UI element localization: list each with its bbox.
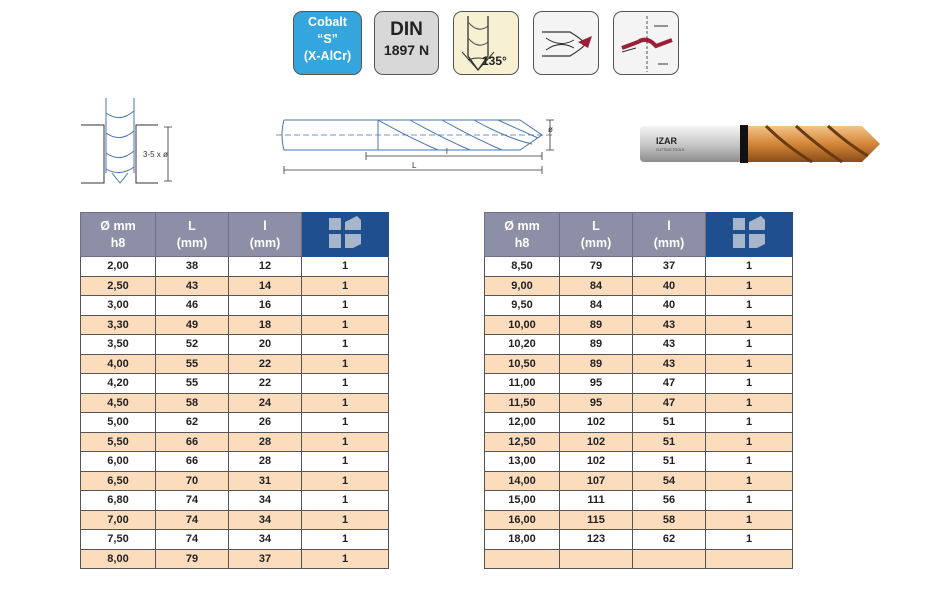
cell-length: 66 <box>156 432 229 452</box>
hole-depth-drawing <box>76 93 186 185</box>
cell-flute-length: 16 <box>229 296 302 316</box>
total-length-dim-label: L <box>412 161 417 170</box>
cell-flute-length: 43 <box>633 335 706 355</box>
cell-flute-length: 51 <box>633 452 706 472</box>
cell-flute-length: 18 <box>229 315 302 335</box>
point-angle-value: 135° <box>482 54 507 68</box>
cell-flute-length: 37 <box>633 257 706 277</box>
header-length-l1: L <box>592 218 600 233</box>
cell-flute-length: 28 <box>229 452 302 472</box>
cell-length: 95 <box>560 374 633 394</box>
cell-diameter <box>485 549 560 569</box>
table-header-row <box>81 213 389 257</box>
cell-pack-qty: 1 <box>706 374 793 394</box>
hole-depth-label: 3-5 x ø <box>143 150 168 159</box>
cell-diameter: 6,50 <box>81 471 156 491</box>
cell-pack-qty: 1 <box>706 452 793 472</box>
table-row <box>485 276 793 296</box>
cell-diameter: 13,00 <box>485 452 560 472</box>
cell-pack-qty: 1 <box>706 510 793 530</box>
cell-length: 84 <box>560 276 633 296</box>
cell-diameter: 18,00 <box>485 530 560 550</box>
drill-dimension-drawing <box>270 100 570 180</box>
cell-flute-length: 47 <box>633 393 706 413</box>
cell-pack-qty: 1 <box>706 257 793 277</box>
cell-diameter: 11,50 <box>485 393 560 413</box>
cell-diameter: 4,00 <box>81 354 156 374</box>
cell-diameter: 6,00 <box>81 452 156 472</box>
cutting-edge-icon <box>614 12 680 76</box>
cell-flute-length: 51 <box>633 413 706 433</box>
cell-diameter: 12,50 <box>485 432 560 452</box>
cell-flute-length: 43 <box>633 354 706 374</box>
cell-pack-qty: 1 <box>706 335 793 355</box>
table-row <box>485 510 793 530</box>
header-length-l2: (mm) <box>580 235 612 250</box>
cell-pack-qty: 1 <box>302 257 389 277</box>
cell-pack-qty: 1 <box>706 393 793 413</box>
cell-flute-length: 31 <box>229 471 302 491</box>
cell-flute-length: 56 <box>633 491 706 511</box>
cell-length: 89 <box>560 315 633 335</box>
table-row <box>81 335 389 355</box>
header-length-l1: L <box>188 218 196 233</box>
cell-pack-qty: 1 <box>302 530 389 550</box>
cell-flute-length: 12 <box>229 257 302 277</box>
cell-flute-length: 24 <box>229 393 302 413</box>
cell-length: 55 <box>156 354 229 374</box>
header-length-l2: (mm) <box>176 235 208 250</box>
table-row <box>81 354 389 374</box>
cell-pack-qty: 1 <box>302 491 389 511</box>
table-row <box>485 432 793 452</box>
cell-length: 107 <box>560 471 633 491</box>
cell-pack-qty: 1 <box>706 276 793 296</box>
cell-length: 111 <box>560 491 633 511</box>
header-length <box>560 213 633 257</box>
package-quantity-icon <box>325 214 365 250</box>
cobalt-line3: (X-AlCr) <box>303 49 352 63</box>
cell-flute-length: 34 <box>229 510 302 530</box>
table-row <box>485 393 793 413</box>
cobalt-coating-badge <box>293 11 362 75</box>
cell-diameter: 9,50 <box>485 296 560 316</box>
header-diameter-l1: Ø mm <box>504 218 540 233</box>
table-row <box>485 452 793 472</box>
cell-flute-length: 22 <box>229 374 302 394</box>
cell-flute-length <box>633 549 706 569</box>
table-row <box>81 315 389 335</box>
cell-length <box>560 549 633 569</box>
cell-flute-length: 40 <box>633 276 706 296</box>
cell-flute-length: 37 <box>229 549 302 569</box>
flute-length-dim-label: l <box>446 147 448 156</box>
table-row <box>81 471 389 491</box>
din-number: 1897 N <box>383 42 430 58</box>
cutting-edge-badge <box>613 11 679 75</box>
cell-length: 38 <box>156 257 229 277</box>
cell-flute-length: 62 <box>633 530 706 550</box>
cell-diameter: 10,20 <box>485 335 560 355</box>
cell-length: 74 <box>156 530 229 550</box>
cell-length: 84 <box>560 296 633 316</box>
cell-length: 79 <box>560 257 633 277</box>
cell-diameter: 12,00 <box>485 413 560 433</box>
table-row <box>485 257 793 277</box>
cell-pack-qty: 1 <box>302 335 389 355</box>
cell-length: 74 <box>156 510 229 530</box>
cell-pack-qty: 1 <box>706 432 793 452</box>
header-flute-length <box>229 213 302 257</box>
cell-diameter: 4,20 <box>81 374 156 394</box>
cell-length: 49 <box>156 315 229 335</box>
header-flute-l1: l <box>263 218 267 233</box>
cell-length: 62 <box>156 413 229 433</box>
cell-diameter: 6,80 <box>81 491 156 511</box>
cell-diameter: 10,50 <box>485 354 560 374</box>
cell-length: 115 <box>560 510 633 530</box>
header-flute-length <box>633 213 706 257</box>
table-row <box>485 471 793 491</box>
cell-pack-qty: 1 <box>302 393 389 413</box>
cell-pack-qty: 1 <box>302 374 389 394</box>
cell-pack-qty: 1 <box>302 296 389 316</box>
cell-pack-qty: 1 <box>302 432 389 452</box>
header-diameter <box>81 213 156 257</box>
cell-pack-qty: 1 <box>706 315 793 335</box>
cell-pack-qty: 1 <box>706 530 793 550</box>
cell-pack-qty: 1 <box>706 471 793 491</box>
table-row <box>81 530 389 550</box>
cell-length: 43 <box>156 276 229 296</box>
cell-diameter: 2,00 <box>81 257 156 277</box>
cell-length: 58 <box>156 393 229 413</box>
table-row <box>81 432 389 452</box>
cell-length: 89 <box>560 354 633 374</box>
helix-geometry-icon <box>534 12 600 76</box>
header-flute-l2: (mm) <box>653 235 685 250</box>
cell-diameter: 3,30 <box>81 315 156 335</box>
cell-flute-length: 20 <box>229 335 302 355</box>
table-header-row <box>485 213 793 257</box>
table-row <box>81 393 389 413</box>
package-quantity-icon <box>729 214 769 250</box>
table-row <box>81 510 389 530</box>
table-row <box>485 315 793 335</box>
cell-pack-qty: 1 <box>706 491 793 511</box>
cell-flute-length: 58 <box>633 510 706 530</box>
cobalt-line2: “S” <box>317 32 338 46</box>
cell-pack-qty <box>706 549 793 569</box>
cell-pack-qty: 1 <box>706 413 793 433</box>
cell-flute-length: 34 <box>229 491 302 511</box>
point-angle-badge <box>453 11 519 75</box>
cell-diameter: 7,00 <box>81 510 156 530</box>
cell-length: 102 <box>560 432 633 452</box>
table-row <box>81 276 389 296</box>
cell-pack-qty: 1 <box>706 296 793 316</box>
spec-table-left <box>80 212 389 569</box>
table-row <box>485 354 793 374</box>
helix-geometry-badge <box>533 11 599 75</box>
cell-diameter: 2,50 <box>81 276 156 296</box>
cell-length: 66 <box>156 452 229 472</box>
cell-length: 89 <box>560 335 633 355</box>
header-diameter-l2: h8 <box>110 235 126 250</box>
table-row <box>485 296 793 316</box>
cell-flute-length: 22 <box>229 354 302 374</box>
cell-pack-qty: 1 <box>302 276 389 296</box>
cell-diameter: 7,50 <box>81 530 156 550</box>
table-row <box>81 296 389 316</box>
header-flute-l2: (mm) <box>249 235 281 250</box>
cell-diameter: 5,50 <box>81 432 156 452</box>
header-flute-l1: l <box>667 218 671 233</box>
table-row <box>485 413 793 433</box>
table-row <box>81 257 389 277</box>
header-diameter-l1: Ø mm <box>100 218 136 233</box>
cell-length: 74 <box>156 491 229 511</box>
cell-pack-qty: 1 <box>302 354 389 374</box>
header-pack <box>706 213 793 257</box>
cell-length: 79 <box>156 549 229 569</box>
cell-pack-qty: 1 <box>706 354 793 374</box>
table-row <box>81 413 389 433</box>
cobalt-line1: Cobalt <box>308 15 347 29</box>
din-standard-badge <box>374 11 439 75</box>
cell-flute-length: 47 <box>633 374 706 394</box>
cell-flute-length: 54 <box>633 471 706 491</box>
cell-pack-qty: 1 <box>302 510 389 530</box>
cell-diameter: 3,00 <box>81 296 156 316</box>
cell-diameter: 9,00 <box>485 276 560 296</box>
table-row <box>81 549 389 569</box>
diameter-dim-label: ø <box>548 125 553 134</box>
cell-length: 102 <box>560 413 633 433</box>
header-diameter <box>485 213 560 257</box>
cell-length: 95 <box>560 393 633 413</box>
cell-length: 55 <box>156 374 229 394</box>
cell-pack-qty: 1 <box>302 452 389 472</box>
table-row <box>485 374 793 394</box>
cell-diameter: 8,50 <box>485 257 560 277</box>
cell-flute-length: 14 <box>229 276 302 296</box>
header-length <box>156 213 229 257</box>
brand-sub-text: CUTTING TOOLS <box>656 148 685 152</box>
cell-diameter: 8,00 <box>81 549 156 569</box>
cell-length: 123 <box>560 530 633 550</box>
table-row <box>485 530 793 550</box>
cell-diameter: 5,00 <box>81 413 156 433</box>
cell-length: 46 <box>156 296 229 316</box>
cell-length: 102 <box>560 452 633 472</box>
drill-product-photo <box>636 116 886 176</box>
header-diameter-l2: h8 <box>514 235 530 250</box>
table-row <box>485 335 793 355</box>
cell-diameter: 14,00 <box>485 471 560 491</box>
cell-pack-qty: 1 <box>302 413 389 433</box>
din-label: DIN <box>390 19 423 40</box>
cell-diameter: 16,00 <box>485 510 560 530</box>
cell-flute-length: 26 <box>229 413 302 433</box>
table-row <box>81 491 389 511</box>
cell-diameter: 15,00 <box>485 491 560 511</box>
cell-flute-length: 43 <box>633 315 706 335</box>
table-row <box>81 452 389 472</box>
cell-diameter: 3,50 <box>81 335 156 355</box>
cell-diameter: 4,50 <box>81 393 156 413</box>
brand-logo-text: IZAR <box>656 136 677 146</box>
table-row <box>81 374 389 394</box>
cell-diameter: 11,00 <box>485 374 560 394</box>
cell-diameter: 10,00 <box>485 315 560 335</box>
spec-table-right <box>484 212 793 569</box>
cell-flute-length: 28 <box>229 432 302 452</box>
cell-pack-qty: 1 <box>302 549 389 569</box>
cell-flute-length: 34 <box>229 530 302 550</box>
table-row <box>485 549 793 569</box>
cell-length: 52 <box>156 335 229 355</box>
cell-length: 70 <box>156 471 229 491</box>
header-pack <box>302 213 389 257</box>
cell-pack-qty: 1 <box>302 315 389 335</box>
cell-pack-qty: 1 <box>302 471 389 491</box>
cell-flute-length: 40 <box>633 296 706 316</box>
cell-flute-length: 51 <box>633 432 706 452</box>
table-row <box>485 491 793 511</box>
